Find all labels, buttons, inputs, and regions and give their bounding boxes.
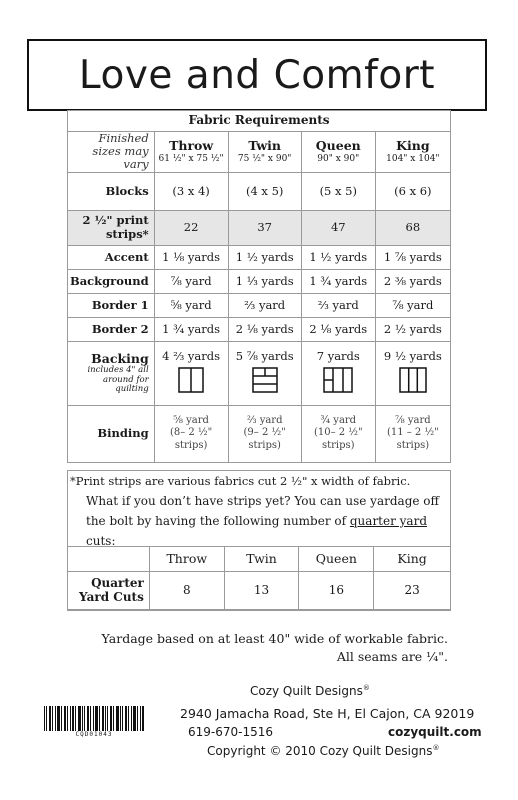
binding-cell: ⅝ yard (8– 2 ½" strips) <box>154 405 228 462</box>
company-website: cozyquilt.com <box>388 725 482 739</box>
backing-note: includes 4" all around for quilting <box>87 365 149 395</box>
company-phone: 619-670-1516 <box>188 725 274 739</box>
cell: 1 ½ yards <box>228 245 301 269</box>
backing-layout-icon <box>178 367 204 393</box>
cuts-header: Throw <box>149 547 224 572</box>
backing-layout-icon <box>252 367 278 393</box>
seams-note-line: All seams are ¼". <box>336 649 448 664</box>
backing-cell-king: 9 ½ yards <box>375 341 450 405</box>
size-cell-queen: Queen 90" x 90" <box>301 132 375 173</box>
binding-row <box>68 405 451 462</box>
finished-sizes-note: Finished sizes may vary <box>68 132 155 173</box>
empty-cell <box>68 547 150 572</box>
binding-cell: ¾ yard (10– 2 ½" strips) <box>301 405 375 462</box>
cell: ⅞ yard <box>375 293 450 317</box>
cell: 68 <box>375 210 450 245</box>
cell: 2 ⅜ yards <box>375 269 450 293</box>
size-cell-twin: Twin 75 ½" x 90" <box>228 132 301 173</box>
yardage-footnote <box>102 630 448 666</box>
barcode-number: CQD01043 <box>75 731 113 738</box>
backing-label-cell <box>68 341 155 405</box>
cuts-header: King <box>374 547 451 572</box>
fabric-requirements-table <box>67 110 451 463</box>
blocks-row <box>68 172 451 210</box>
backing-layout-icon <box>323 367 353 393</box>
cell: (6 x 6) <box>375 172 450 210</box>
row-label: Accent <box>68 245 155 269</box>
cell: 37 <box>228 210 301 245</box>
cell: 16 <box>299 572 374 611</box>
size-row <box>68 132 451 173</box>
accent-row <box>68 245 451 269</box>
fabric-table-header-row <box>68 111 451 132</box>
row-label: Binding <box>68 405 155 462</box>
backing-layout-icon <box>399 367 427 393</box>
cell: (4 x 5) <box>228 172 301 210</box>
print-strips-row <box>68 210 451 245</box>
backing-row <box>68 341 451 405</box>
binding-cell: ⅔ yard (9– 2 ½" strips) <box>228 405 301 462</box>
border2-row <box>68 317 451 341</box>
cell: ⅝ yard <box>154 293 228 317</box>
cell: 8 <box>149 572 224 611</box>
quarter-yard-cuts-term: quarter yard cuts <box>86 514 428 548</box>
cell: 1 ⅛ yards <box>154 245 228 269</box>
copyright: Copyright © 2010 Cozy Quilt Designs® <box>207 744 440 758</box>
size-cell-king: King 104" x 104" <box>375 132 450 173</box>
cell: 22 <box>154 210 228 245</box>
page-title: Love and Comfort <box>78 52 436 98</box>
backing-cell-queen: 7 yards <box>301 341 375 405</box>
backing-cell-throw: 4 ⅔ yards <box>154 341 228 405</box>
cell: 2 ½ yards <box>375 317 450 341</box>
cell: 1 ¾ yards <box>154 317 228 341</box>
cuts-header: Twin <box>224 547 299 572</box>
fabric-table-header: Fabric Requirements <box>68 111 451 132</box>
cuts-row-label: Quarter Yard Cuts <box>68 572 150 611</box>
cuts-header: Queen <box>299 547 374 572</box>
cell: 1 ⅓ yards <box>228 269 301 293</box>
binding-cell: ⅞ yard (11 – 2 ½" strips) <box>375 405 450 462</box>
cell: (3 x 4) <box>154 172 228 210</box>
cell: ⅞ yard <box>154 269 228 293</box>
background-row <box>68 269 451 293</box>
quarter-yard-cuts-table <box>67 546 451 611</box>
cell: 13 <box>224 572 299 611</box>
title-box <box>27 39 487 111</box>
barcode-icon <box>44 706 144 731</box>
cell: ⅔ yard <box>301 293 375 317</box>
cell: 1 ½ yards <box>301 245 375 269</box>
row-label: Background <box>68 269 155 293</box>
row-label: Blocks <box>68 172 155 210</box>
cell: ⅔ yard <box>228 293 301 317</box>
cuts-header-row <box>68 547 451 572</box>
backing-cell-twin: 5 ⅞ yards <box>228 341 301 405</box>
cell: 1 ⅞ yards <box>375 245 450 269</box>
company-name: Cozy Quilt Designs® <box>250 684 370 698</box>
cell: 2 ⅛ yards <box>228 317 301 341</box>
cell: 47 <box>301 210 375 245</box>
border1-row <box>68 293 451 317</box>
row-label: 2 ½" print strips* <box>68 210 155 245</box>
yardage-note-line: Yardage based on at least 40" wide of workable fabric. <box>101 631 448 646</box>
yardage-alternative-note: What if you don’t have strips yet? You can use yardage off the bolt by having the following number of quarter yard cuts: <box>86 494 440 548</box>
company-address: 2940 Jamacha Road, Ste H, El Cajon, CA 92019 <box>180 706 475 721</box>
cell: 23 <box>374 572 451 611</box>
row-label: Backing <box>91 350 149 366</box>
cell: (5 x 5) <box>301 172 375 210</box>
cuts-values-row <box>68 572 451 611</box>
size-cell-throw: Throw 61 ½" x 75 ½" <box>154 132 228 173</box>
print-strips-note: *Print strips are various fabrics cut 2 ½" x width of fabric. <box>70 474 411 488</box>
cell: 2 ⅛ yards <box>301 317 375 341</box>
row-label: Border 1 <box>68 293 155 317</box>
cell: 1 ¾ yards <box>301 269 375 293</box>
row-label: Border 2 <box>68 317 155 341</box>
